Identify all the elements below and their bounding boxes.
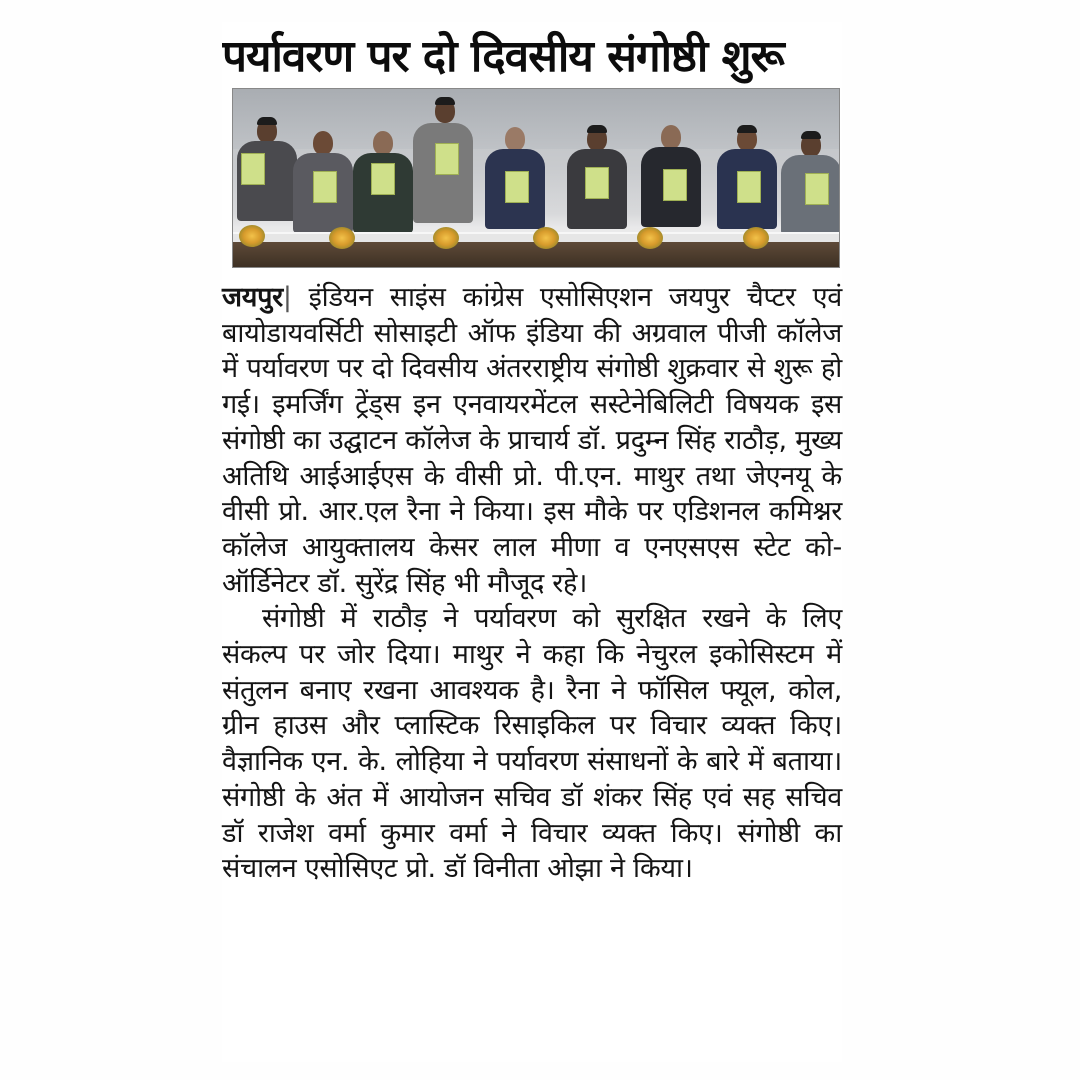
dateline: जयपुर: [222, 282, 283, 313]
news-photo: [232, 88, 840, 268]
flower-decoration: [533, 227, 559, 249]
flower-decoration: [433, 227, 459, 249]
flower-decoration: [743, 227, 769, 249]
article-paragraph: संगोष्ठी में राठौड़ ने पर्यावरण को सुरक्षित रखने के लिए संकल्प पर जोर दिया। माथुर ने कहा कि नेचुरल इकोसिस्टम में संतुलन बनाए रखना आवश्यक है। रैना ने फॉसिल फ्यूल, कोल, ग्रीन हाउस और प्लास्टिक रिसाइकिल पर विचार व्यक्त किए। वैज्ञानिक एन. के. लोहिया ने पर्यावरण संसाधनों के बारे में बताया। संगोष्ठी के अंत में आयोजन सचिव डॉ शंकर सिंह एवं सह सचिव डॉ राजेश वर्मा कुमार वर्मा ने विचार व्यक्त किए। संगोष्ठी का संचालन एसोसिएट प्रो. डॉ विनीता ओझा ने किया।: [222, 603, 842, 885]
article-body: [222, 280, 842, 887]
headline: पर्यावरण पर दो दिवसीय संगोष्ठी शुरू: [222, 31, 784, 82]
paragraph-text: इंडियन साइंस कांग्रेस एसोसिएशन जयपुर चैप्टर एवं बायोडायवर्सिटी सोसाइटी ऑफ इंडिया की अग्रवाल पीजी कॉलेज में पर्यावरण पर दो दिवसीय अंतरराष्ट्रीय संगोष्ठी शुक्रवार से शुरू हो गई। इमर्जिंग ट्रेंड्स इन एनवायरमेंटल सस्टेनेबिलिटी विषयक इस संगोष्ठी का उद्घाटन कॉलेज के प्राचार्य डॉ. प्रदुम्न सिंह राठौड़, मुख्य अतिथि आईआईएस के वीसी प्रो. पी.एन. माथुर तथा जेएनयू के वीसी प्रो. आर.एल रैना ने किया। इस मौके पर एडिशनल कमिश्नर कॉलेज आयुक्तालय केसर लाल मीणा व एनएसएस स्टेट को-ऑर्डिनेटर डॉ. सुरेंद्र सिंह भी मौजूद रहे।: [222, 282, 842, 599]
dateline-separator: |: [282, 282, 292, 313]
flower-decoration: [637, 227, 663, 249]
newspaper-clipping: [222, 22, 842, 1062]
flower-decoration: [329, 227, 355, 249]
flower-decoration: [239, 225, 265, 247]
article-paragraph: [222, 280, 842, 601]
